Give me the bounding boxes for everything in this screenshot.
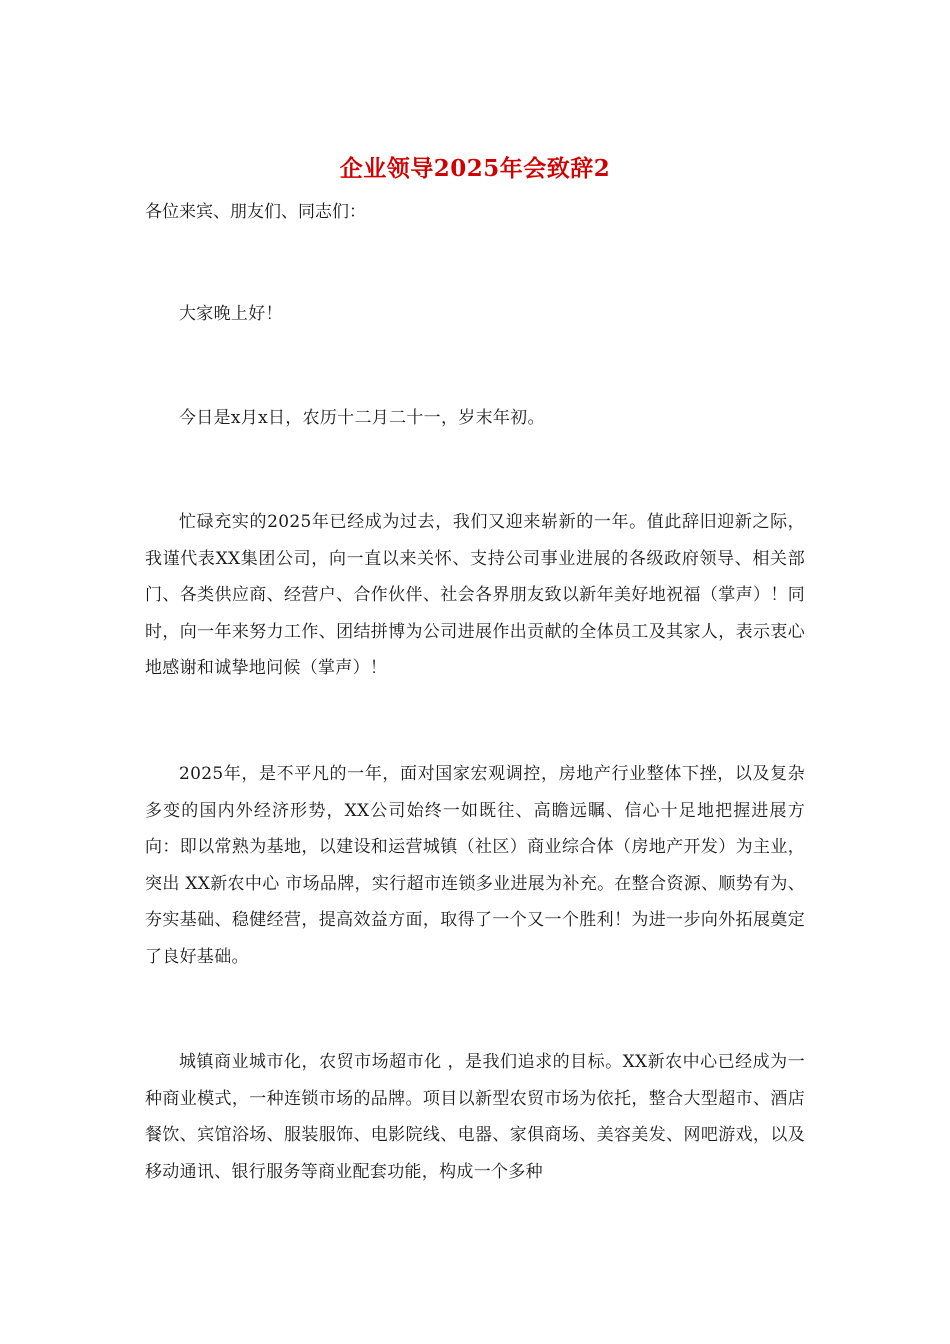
paragraph-thanks: 忙碌充实的2025年已经成为过去，我们又迎来崭新的一年。值此辞旧迎新之际，我谨代表XX集团公司，向一直以来关怀、支持公司事业进展的各级政府领导、相关部门、各类供应商、经营户、合作伙伴、社会各界朋友致以新年美好地祝福（掌声）！同时，向一年来努力工作、团结拼博为公司进展作出贡献的全体员工及其家人，表示衷心地感谢和诚挚地问候（掌声）！ (145, 512, 805, 679)
document-title: 企业领导2025年会致辞2 (339, 155, 611, 182)
paragraph-review: 2025年，是不平凡的一年，面对国家宏观调控，房地产行业整体下挫，以及复杂多变的国内外经济形势，XX公司始终一如既往、高瞻远瞩、信心十足地把握进展方向：即以常熟为基地，以建设和运营城镇（社区）商业综合体（房地产开发）为主业，突出 XX新农中心 市场品牌，实行超市连锁多业进展为补充。在整合资源、顺势有为、夯实基础、稳健经营，提高效益方面，取得了一个又一个胜利！为进一步向外拓展奠定了良好基础。 (145, 764, 805, 967)
salutation: 各位来宾、朋友们、同志们： (145, 202, 366, 222)
paragraph-date: 今日是x月x日，农历十二月二十一，岁末年初。 (179, 408, 545, 428)
paragraph-greeting: 大家晚上好！ (179, 304, 283, 324)
paragraph-goal: 城镇商业城市化，农贸市场超市化 ，是我们追求的目标。XX新农中心已经成为一种商业模式，一种连锁市场的品牌。项目以新型农贸市场为依托，整合大型超市、酒店餐饮、宾馆浴场、服装服饰、电影院线、电器、家俱商场、美容美发、网吧游戏，以及移动通讯、银行服务等商业配套功能，构成一个多种 (145, 1052, 805, 1182)
